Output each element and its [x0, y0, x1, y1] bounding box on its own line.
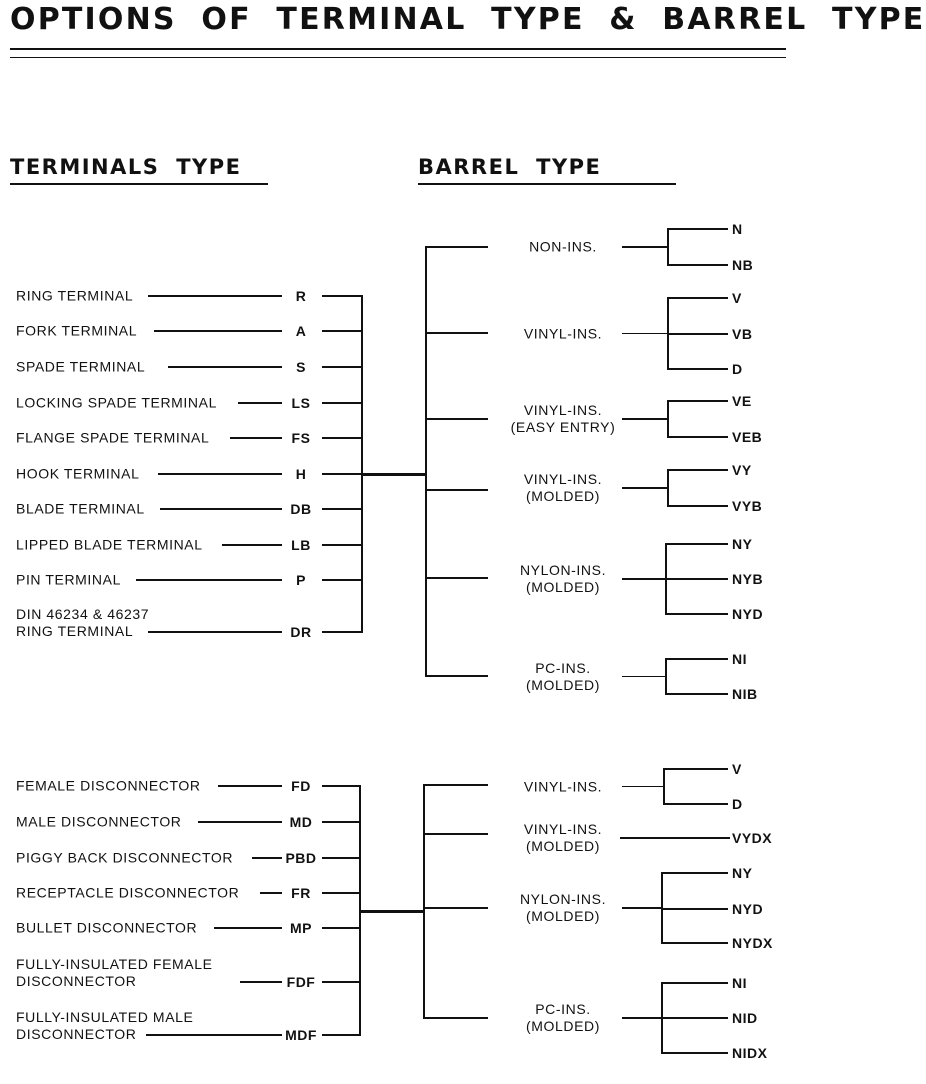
barrel-variant-code: D: [732, 796, 743, 812]
variant-branch-line: [668, 264, 728, 266]
terminal-branch-line: [322, 857, 360, 859]
barrel-type-label: VINYL-INS.: [523, 778, 603, 794]
barrel-bus-line: [425, 246, 427, 677]
terminal-leader-line: [154, 330, 282, 332]
barrel-branch-line: [426, 332, 488, 334]
variant-branch-line: [666, 543, 728, 545]
barrel-branch-line: [426, 489, 488, 491]
variant-branch-line: [662, 982, 728, 984]
barrel-variant-code: NYB: [732, 571, 764, 587]
barrel-type-label: NON-INS.: [529, 238, 597, 255]
variant-leader-line: [620, 837, 730, 839]
barrel-variant-code: NYD: [732, 901, 764, 917]
variant-branch-line: [666, 613, 728, 615]
variant-bus-line: [665, 658, 667, 695]
variant-bus-line: [667, 400, 669, 438]
terminal-code: MD: [289, 814, 313, 830]
barrel-variant-code: V: [732, 761, 742, 777]
barrel-type-label: VINYL-INS. (MOLDED): [523, 471, 603, 504]
barrel-branch-line: [426, 675, 488, 677]
variant-connector-line: [622, 578, 666, 580]
variant-connector-line: [622, 333, 668, 335]
barrel-heading-rule: [418, 183, 676, 185]
barrel-type-label: PC-INS. (MOLDED): [525, 1001, 601, 1034]
terminal-code: FD: [291, 778, 311, 794]
variant-branch-line: [662, 942, 728, 944]
terminal-code: R: [295, 288, 307, 304]
variant-connector-line: [622, 246, 668, 248]
variant-branch-line: [662, 1052, 728, 1054]
variant-branch-line: [666, 693, 728, 695]
barrel-variant-code: NY: [732, 865, 753, 881]
terminal-name: BLADE TERMINAL: [16, 500, 145, 517]
terminal-code: S: [296, 359, 306, 375]
barrel-variant-code: VYDX: [732, 830, 773, 846]
variant-branch-line: [664, 803, 728, 805]
terminal-code: DB: [290, 501, 312, 517]
variant-branch-line: [664, 768, 728, 770]
trunk-line: [362, 473, 426, 476]
barrel-variant-code: NID: [732, 1010, 758, 1026]
terminal-branch-line: [322, 981, 360, 983]
terminal-name: DIN 46234 & 46237 RING TERMINAL: [16, 606, 150, 639]
terminal-code: A: [295, 323, 307, 339]
terminal-leader-line: [136, 579, 282, 581]
terminal-branch-line: [322, 295, 362, 297]
terminal-leader-line: [168, 366, 282, 368]
variant-connector-line: [622, 487, 668, 489]
barrel-variant-code: VEB: [732, 429, 763, 445]
variant-connector-line: [622, 786, 664, 788]
variant-branch-line: [668, 228, 728, 230]
terminals-heading-rule: [10, 183, 268, 185]
barrel-variant-code: NIB: [732, 686, 758, 702]
variant-connector-line: [622, 676, 666, 678]
variant-bus-line: [663, 768, 665, 805]
variant-bus-line: [667, 228, 669, 266]
terminal-code: H: [295, 466, 307, 482]
terminal-code: MP: [290, 920, 312, 936]
variant-connector-line: [622, 1017, 662, 1019]
terminal-name: PIGGY BACK DISCONNECTOR: [16, 849, 234, 866]
barrel-variant-code: NIDX: [732, 1045, 768, 1061]
title-rule-bottom: [10, 57, 786, 58]
terminal-name: RECEPTACLE DISCONNECTOR: [16, 884, 240, 901]
variant-branch-line: [666, 578, 728, 580]
terminal-branch-line: [322, 579, 362, 581]
barrel-type-heading: BARREL TYPE: [418, 155, 602, 179]
terminal-leader-line: [146, 1034, 282, 1036]
variant-branch-line: [668, 400, 728, 402]
variant-branch-line: [662, 872, 728, 874]
barrel-variant-code: VYB: [732, 498, 763, 514]
terminal-code: DR: [290, 624, 312, 640]
barrel-type-label: VINYL-INS. (MOLDED): [523, 821, 603, 854]
variant-branch-line: [668, 297, 728, 299]
terminal-name: FLANGE SPADE TERMINAL: [16, 429, 210, 446]
variant-branch-line: [668, 505, 728, 507]
variant-connector-line: [622, 907, 662, 909]
terminal-branch-line: [322, 892, 360, 894]
terminal-code: FR: [291, 885, 311, 901]
terminal-name: FEMALE DISCONNECTOR: [16, 777, 201, 794]
variant-connector-line: [622, 418, 668, 420]
barrel-branch-line: [424, 907, 488, 909]
barrel-variant-code: VY: [732, 462, 752, 478]
terminal-code: FS: [291, 430, 311, 446]
terminal-name: MALE DISCONNECTOR: [16, 813, 182, 830]
variant-branch-line: [666, 658, 728, 660]
terminal-branch-line: [322, 927, 360, 929]
terminal-code: MDF: [285, 1027, 317, 1043]
barrel-branch-line: [424, 784, 488, 786]
terminal-leader-line: [158, 473, 282, 475]
trunk-line: [360, 910, 424, 913]
barrel-variant-code: VE: [732, 393, 752, 409]
variant-branch-line: [668, 469, 728, 471]
terminals-type-heading: TERMINALS TYPE: [10, 155, 242, 179]
terminal-name: BULLET DISCONNECTOR: [16, 919, 198, 936]
terminal-bus-line: [361, 295, 363, 633]
barrel-branch-line: [426, 246, 488, 248]
barrel-variant-code: N: [732, 221, 743, 237]
terminal-code: LB: [291, 537, 311, 553]
terminal-name: LOCKING SPADE TERMINAL: [16, 394, 217, 411]
variant-branch-line: [662, 908, 728, 910]
barrel-branch-line: [424, 833, 488, 835]
terminal-branch-line: [322, 631, 362, 633]
terminal-name: FULLY-INSULATED FEMALE DISCONNECTOR: [16, 956, 213, 989]
barrel-variant-code: V: [732, 290, 742, 306]
barrel-type-label: VINYL-INS. (EASY ENTRY): [510, 402, 616, 435]
page-title: OPTIONS OF TERMINAL TYPE & BARREL TYPE: [10, 2, 926, 37]
terminal-branch-line: [322, 1034, 360, 1036]
barrel-branch-line: [426, 577, 488, 579]
variant-branch-line: [662, 1017, 728, 1019]
terminal-branch-line: [322, 473, 362, 475]
title-rule-top: [10, 48, 786, 50]
terminal-branch-line: [322, 544, 362, 546]
terminal-name: HOOK TERMINAL: [16, 465, 140, 482]
terminal-code: P: [296, 572, 306, 588]
terminal-name: FORK TERMINAL: [16, 322, 138, 339]
barrel-variant-code: NYDX: [732, 935, 773, 951]
barrel-variant-code: NYD: [732, 606, 764, 622]
barrel-type-label: PC-INS. (MOLDED): [525, 659, 601, 693]
terminal-name: LIPPED BLADE TERMINAL: [16, 536, 203, 553]
barrel-branch-line: [426, 418, 488, 420]
terminal-code: FDF: [286, 974, 316, 990]
barrel-variant-code: NI: [732, 651, 747, 667]
barrel-bus-line: [423, 784, 425, 1019]
variant-branch-line: [668, 368, 728, 370]
terminal-leader-line: [160, 508, 282, 510]
terminal-name: SPADE TERMINAL: [16, 358, 146, 375]
terminal-branch-line: [322, 821, 360, 823]
terminal-name: PIN TERMINAL: [16, 571, 121, 588]
variant-branch-line: [668, 333, 728, 335]
barrel-variant-code: NB: [732, 257, 754, 273]
barrel-variant-code: D: [732, 361, 743, 377]
terminal-leader-line: [148, 631, 282, 633]
barrel-type-label: VINYL-INS.: [523, 325, 603, 341]
terminal-branch-line: [322, 785, 360, 787]
terminal-name: RING TERMINAL: [16, 287, 134, 304]
terminal-branch-line: [322, 330, 362, 332]
terminal-branch-line: [322, 366, 362, 368]
variant-bus-line: [667, 469, 669, 507]
barrel-type-label: NYLON-INS. (MOLDED): [519, 562, 607, 595]
barrel-branch-line: [424, 1017, 488, 1019]
terminal-name: FULLY-INSULATED MALE DISCONNECTOR: [16, 1009, 194, 1042]
barrel-type-label: NYLON-INS. (MOLDED): [519, 891, 607, 924]
terminal-leader-line: [148, 295, 282, 297]
terminal-branch-line: [322, 402, 362, 404]
barrel-variant-code: NI: [732, 975, 747, 991]
terminal-code: LS: [291, 395, 311, 411]
terminal-branch-line: [322, 508, 362, 510]
terminal-branch-line: [322, 437, 362, 439]
barrel-variant-code: NY: [732, 536, 753, 552]
variant-branch-line: [668, 436, 728, 438]
barrel-variant-code: VB: [732, 326, 753, 342]
terminal-code: PBD: [285, 850, 317, 866]
